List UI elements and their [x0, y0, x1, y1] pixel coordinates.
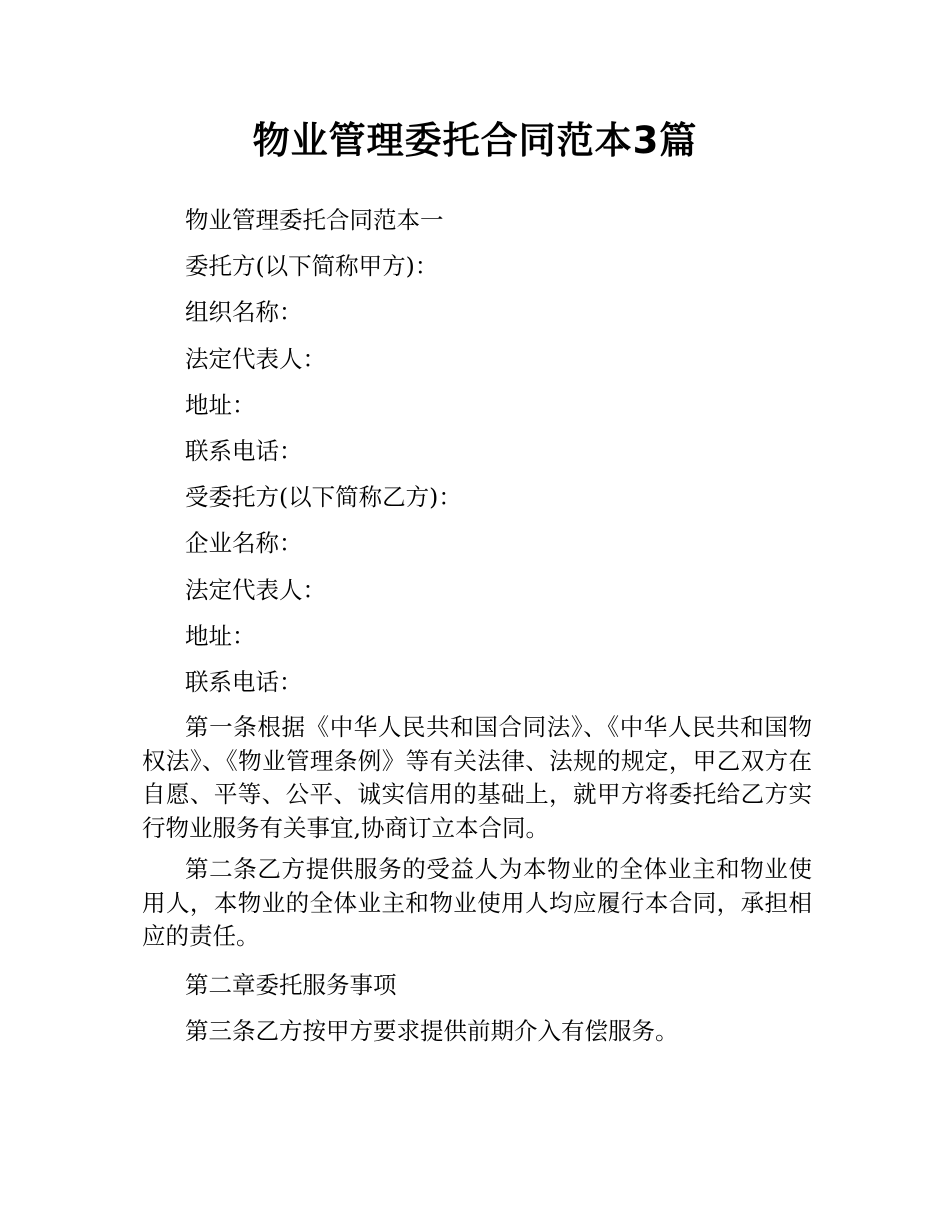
article-2-paragraph: 第二条乙方提供服务的受益人为本物业的全体业主和物业使用人，本物业的全体业主和物业使用人均应履行本合同，承担相应的责任。	[142, 855, 812, 951]
party-a-heading: 委托方(以下简称甲方)：	[185, 252, 439, 281]
section-heading-contract-one: 物业管理委托合同范本一	[185, 206, 444, 234]
chapter-2-heading: 第二章委托服务事项	[185, 970, 397, 999]
party-a-phone: 联系电话：	[185, 436, 303, 465]
party-b-phone: 联系电话：	[185, 667, 303, 696]
party-b-company-name: 企业名称：	[185, 529, 303, 558]
party-b-legal-representative: 法定代表人：	[185, 575, 326, 604]
article-1-paragraph: 第一条根据《中华人民共和国合同法》、《中华人民共和国物权法》、《物业管理条例》等有关法律、法规的规定，甲乙双方在自愿、平等、公平、诚实信用的基础上，就甲方将委托给乙方实行物业服务有关事宜,协商订立本合同。	[142, 713, 812, 842]
document-body	[142, 197, 812, 1054]
party-b-heading: 受委托方(以下简称乙方)：	[185, 483, 462, 512]
party-a-address: 地址：	[185, 390, 256, 419]
party-b-address: 地址：	[185, 621, 256, 650]
party-a-legal-representative: 法定代表人：	[185, 344, 326, 373]
document-title: 物业管理委托合同范本3篇	[252, 119, 698, 162]
party-a-organization-name: 组织名称：	[185, 298, 303, 327]
article-3-paragraph: 第三条乙方按甲方要求提供前期介入有偿服务。	[185, 1016, 679, 1045]
